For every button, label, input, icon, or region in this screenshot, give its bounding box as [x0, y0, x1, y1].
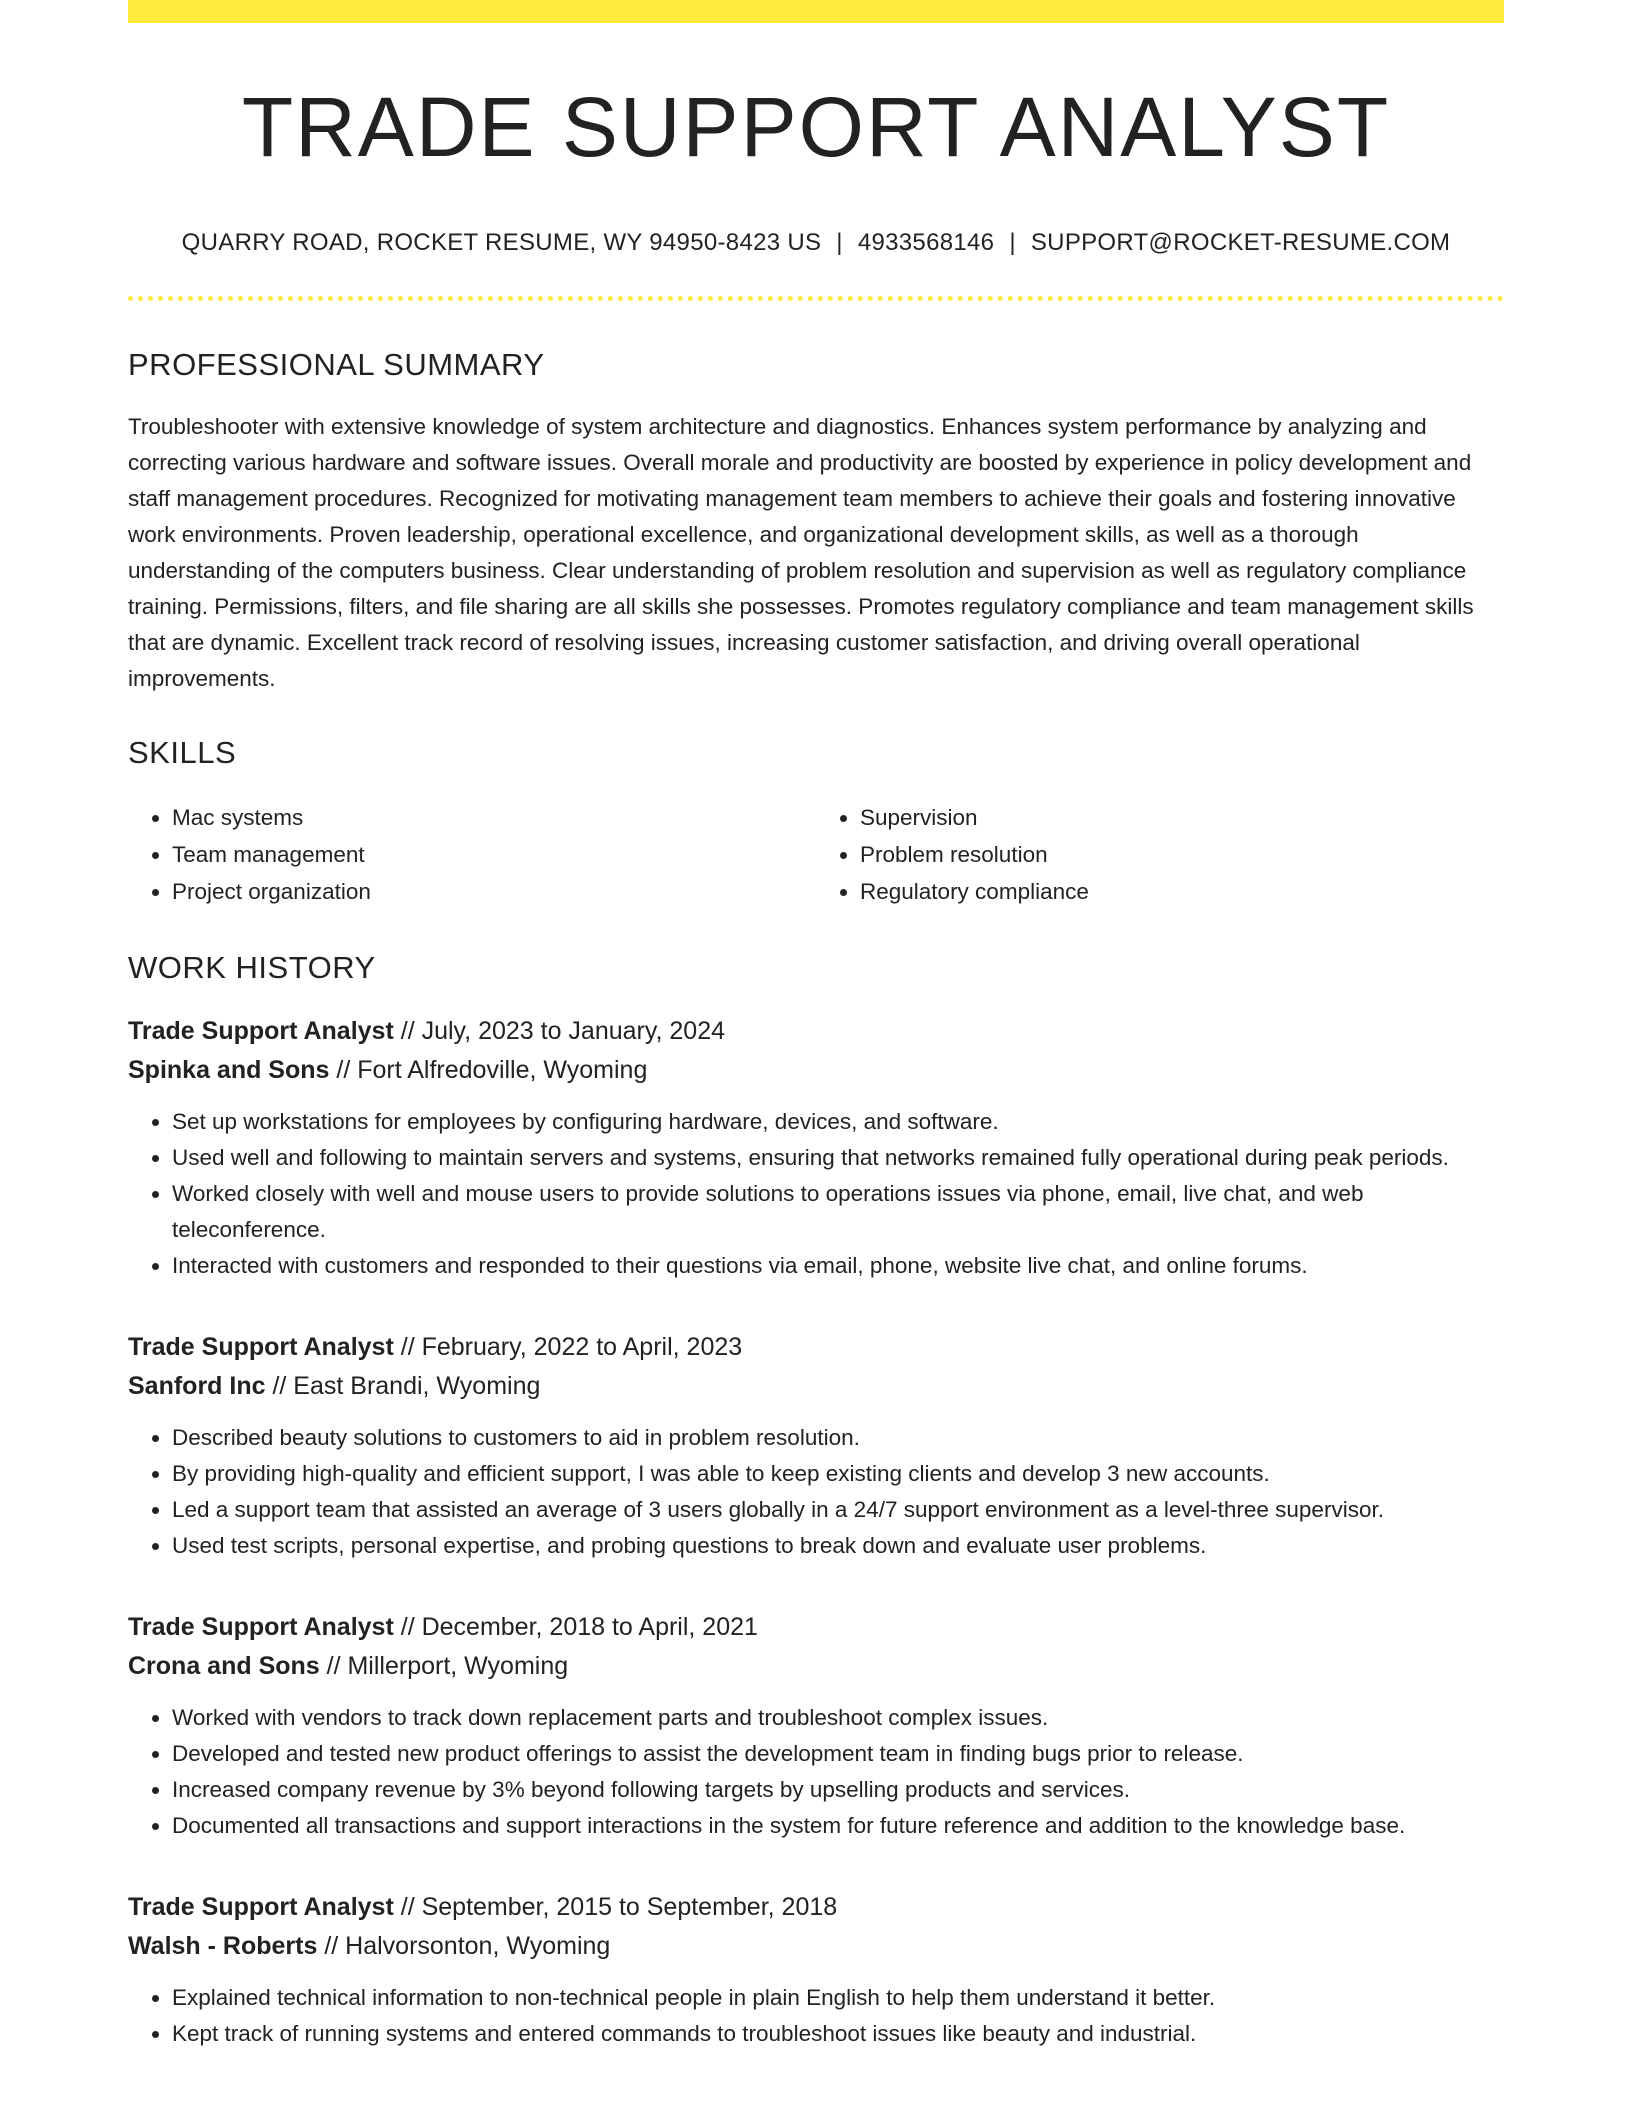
work-history-heading: WORK HISTORY	[128, 950, 376, 986]
phone: 4933568146	[857, 229, 995, 257]
job-dates: // December, 2018 to April, 2021	[393, 1613, 758, 1642]
job-company: Spinka and Sons	[128, 1056, 330, 1085]
job-bullet: • Interacted with customers and responded to their questions via email, phone, website live chat, and online forums.	[172, 1248, 1504, 1284]
skill-item: • Regulatory compliance	[860, 873, 1504, 910]
job-bullets	[128, 1420, 1504, 1564]
job-bullet: • Used well and following to maintain servers and systems, ensuring that networks remained fully operational during peak periods.	[172, 1140, 1504, 1176]
job-bullet: • Worked closely with well and mouse users to provide solutions to operations issues via phone, email, live chat, and web teleconference.	[172, 1176, 1504, 1248]
job-bullet: • Documented all transactions and support interactions in the system for future reference and addition to the knowledge base.	[172, 1808, 1504, 1844]
job-bullet: • Set up workstations for employees by configuring hardware, devices, and software.	[172, 1104, 1504, 1140]
job-company-line	[128, 1927, 1504, 1966]
skill-item: • Project organization	[172, 873, 816, 910]
job-company: Crona and Sons	[128, 1652, 320, 1681]
skills-column-right	[816, 799, 1504, 910]
resume-name: TRADE SUPPORT ANALYST	[241, 80, 1391, 174]
address: QUARRY ROAD, ROCKET RESUME, WY 94950-8423 US	[181, 229, 822, 257]
job-bullet: • Explained technical information to non-technical people in plain English to help them understand it better.	[172, 1980, 1504, 2016]
job-bullet: • Led a support team that assisted an average of 3 users globally in a 24/7 support environment as a level-three supervisor.	[172, 1492, 1504, 1528]
job-role-line	[128, 1328, 1504, 1367]
job-role: Trade Support Analyst	[128, 1893, 394, 1922]
job-company-line	[128, 1051, 1504, 1090]
job-dates: // February, 2022 to April, 2023	[393, 1333, 743, 1362]
email-link[interactable]: SUPPORT@ROCKET-RESUME.COM	[1030, 229, 1451, 257]
job-bullets	[128, 1700, 1504, 1844]
job-bullet: • Described beauty solutions to customers to aid in problem resolution.	[172, 1420, 1504, 1456]
job-entry	[128, 1012, 1504, 1284]
top-accent-bar	[128, 0, 1504, 23]
job-entry	[128, 1328, 1504, 1564]
summary-heading: PROFESSIONAL SUMMARY	[128, 347, 545, 383]
skill-item: • Problem resolution	[860, 836, 1504, 873]
skill-item: • Mac systems	[172, 799, 816, 836]
job-location: // East Brandi, Wyoming	[265, 1372, 541, 1401]
contact-separator: |	[836, 229, 843, 257]
job-dates: // July, 2023 to January, 2024	[393, 1017, 726, 1046]
job-bullet: • By providing high-quality and efficient support, I was able to keep existing clients and develop 3 new accounts.	[172, 1456, 1504, 1492]
job-bullet: • Kept track of running systems and entered commands to troubleshoot issues like beauty and industrial.	[172, 2016, 1504, 2052]
contact-line	[128, 229, 1504, 257]
job-role: Trade Support Analyst	[128, 1017, 394, 1046]
summary-text: Troubleshooter with extensive knowledge of system architecture and diagnostics. Enhances system performance by analyzing and correcting various hardware and software issues. Overall morale and productivity are boosted by experience in policy development and staff management procedures. Recognized for motivating management team members to achieve their goals and fostering innovative work environments. Proven leadership, operational excellence, and organizational development skills, as well as a thorough understanding of the computers business. Clear understanding of problem resolution and supervision as well as regulatory compliance training. Permissions, filters, and file sharing are all skills she possesses. Promotes regulatory compliance and team management skills that are dynamic. Excellent track record of resolving issues, increasing customer satisfaction, and driving overall operational improvements.	[128, 414, 1474, 692]
skill-item: • Team management	[172, 836, 816, 873]
job-entry	[128, 1608, 1504, 1844]
job-dates: // September, 2015 to September, 2018	[393, 1893, 838, 1922]
job-role: Trade Support Analyst	[128, 1333, 394, 1362]
job-bullet: • Worked with vendors to track down replacement parts and troubleshoot complex issues.	[172, 1700, 1504, 1736]
job-role: Trade Support Analyst	[128, 1613, 394, 1642]
job-entry	[128, 1888, 1504, 2052]
job-company-line	[128, 1367, 1504, 1406]
job-role-line	[128, 1012, 1504, 1051]
job-company: Walsh - Roberts	[128, 1932, 318, 1961]
skill-item: • Supervision	[860, 799, 1504, 836]
header-divider	[128, 296, 1504, 301]
skills-list	[128, 799, 1504, 910]
job-company-line	[128, 1647, 1504, 1686]
job-location: // Millerport, Wyoming	[319, 1652, 569, 1681]
job-bullets	[128, 1104, 1504, 1284]
resume-page	[128, 0, 1504, 2052]
skills-heading: SKILLS	[128, 735, 237, 771]
job-bullet: • Used test scripts, personal expertise, and probing questions to break down and evaluate user problems.	[172, 1528, 1504, 1564]
job-bullets	[128, 1980, 1504, 2052]
job-location: // Halvorsonton, Wyoming	[317, 1932, 611, 1961]
job-location: // Fort Alfredoville, Wyoming	[329, 1056, 648, 1085]
skills-column-left	[128, 799, 816, 910]
job-bullet: • Developed and tested new product offerings to assist the development team in finding bugs prior to release.	[172, 1736, 1504, 1772]
job-role-line	[128, 1888, 1504, 1927]
job-company: Sanford Inc	[128, 1372, 266, 1401]
contact-separator: |	[1009, 229, 1016, 257]
job-bullet: • Increased company revenue by 3% beyond following targets by upselling products and services.	[172, 1772, 1504, 1808]
job-role-line	[128, 1608, 1504, 1647]
